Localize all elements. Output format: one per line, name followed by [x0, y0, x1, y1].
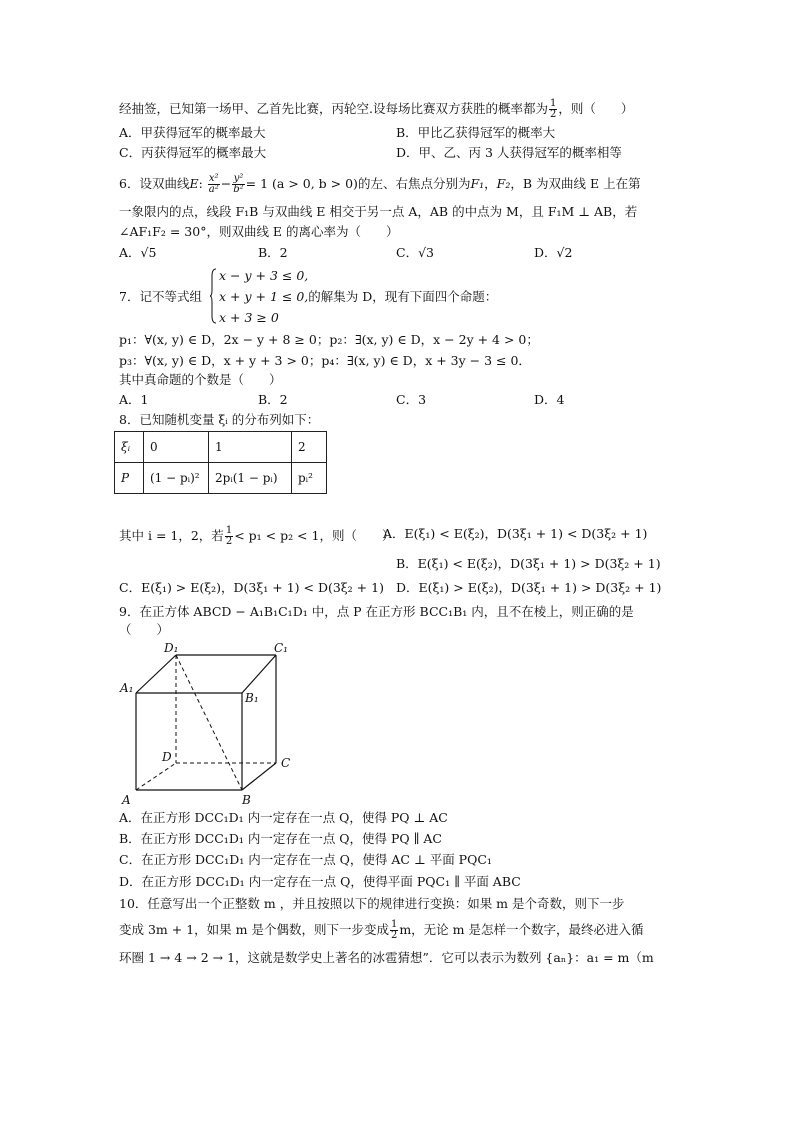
diagonal-d1b-hidden — [176, 655, 242, 790]
q7-option-d: D．4 — [534, 392, 565, 407]
q7-inequality-3: x + 3 ≥ 0 — [219, 310, 279, 325]
table-cell: pᵢ² — [292, 463, 327, 494]
q5-option-b: B．甲比乙获得冠军的概率大 — [396, 125, 556, 140]
q6-stem-line2: 一象限内的点，线段 F₁B 与双曲线 E 相交于另一点 A，AB 的中点为 M，且 F₁M ⊥ AB，若 — [119, 204, 638, 219]
edge-b1c1 — [242, 655, 276, 693]
q7-stem: 7．记不等式组 — [119, 289, 202, 304]
q7-inequality-2-line: x + y + 1 ≤ 0,的解集为 D，现有下面四个命题： — [219, 289, 498, 304]
q8-stem: 8．已知随机变量 ξᵢ 的分布列如下： — [119, 412, 320, 427]
q8-option-a: A．E(ξ₁) < E(ξ₂)，D(3ξ₁ + 1) < D(3ξ₂ + 1) — [383, 526, 648, 541]
table-cell: 1 — [209, 432, 292, 463]
table-row — [115, 432, 327, 463]
table-row — [115, 463, 327, 494]
q7-option-b: B．2 — [258, 392, 288, 407]
q10-line1: 10．任意写出一个正整数 m ，并且按照以下的规律进行变换：如果 m 是个奇数，则下一步 — [119, 896, 625, 911]
table-cell: P — [115, 463, 144, 494]
edge-ad-hidden — [136, 763, 176, 790]
q6-option-b: B．2 — [258, 245, 288, 260]
label-b1: B₁ — [245, 691, 259, 705]
q7-option-a: A．1 — [119, 392, 149, 407]
q10-line2: 变成 3m + 1，如果 m 是个偶数，则下一步变成 $\frac{1}{2}$ m，无论 m 是怎样一个数字，最终必进入循 — [119, 919, 644, 941]
q7-inequality-1: x − y + 3 ≤ 0, — [219, 268, 309, 283]
q7-props-p3-p4: p₃：∀(x, y) ∈ D，x + y + 3 > 0；p₄：∃(x, y) ∈ D，x + 3y − 3 ≤ 0． — [119, 353, 531, 368]
q7-ask: 其中真命题的个数是（ ） — [119, 372, 282, 387]
q5-option-d: D．甲、乙、丙 3 人获得冠军的概率相等 — [396, 145, 622, 160]
q9-option-b: B．在正方形 DCC₁D₁ 内一定存在一点 Q，使得 PQ ∥ AC — [119, 831, 442, 846]
q9-stem: 9．在正方体 ABCD − A₁B₁C₁D₁ 中，点 P 在正方形 BCC₁B₁ 内，且不在棱上，则正确的是 — [119, 604, 634, 619]
q8-option-b: B．E(ξ₁) < E(ξ₂)，D(3ξ₁ + 1) > D(3ξ₂ + 1) — [396, 556, 661, 571]
q7-props-p1-p2: p₁：∀(x, y) ∈ D，2x − y + 8 ≥ 0；p₂：∃(x, y) ∈ D，x − 2y + 4 > 0； — [119, 332, 539, 347]
cube-diagram — [118, 638, 298, 810]
q6-option-c: C．√3 — [396, 245, 434, 260]
table-cell: 2pᵢ(1 − pᵢ) — [209, 463, 292, 494]
q6-option-d: D．√2 — [534, 245, 573, 260]
q9-option-d: D．在正方形 DCC₁D₁ 内一定存在一点 Q，使得平面 PQC₁ ∥ 平面 ABC — [119, 874, 521, 889]
distribution-table — [114, 431, 327, 494]
fraction-half: $\frac{1}{2}$ — [549, 98, 557, 120]
label-b: B — [242, 793, 251, 807]
q8-option-d: D．E(ξ₁) > E(ξ₂)，D(3ξ₁ + 1) > D(3ξ₂ + 1) — [396, 580, 662, 595]
q6-stem-line3: ∠AF₁F₂ = 30°，则双曲线 E 的离心率为（ ） — [119, 224, 399, 239]
edge-bc — [242, 763, 276, 790]
table-cell: ξᵢ — [115, 432, 144, 463]
q9-option-a: A．在正方形 DCC₁D₁ 内一定存在一点 Q，使得 PQ ⊥ AC — [119, 810, 448, 825]
q9-paren: （ ） — [119, 622, 170, 637]
q10-line3: 环圈 1 → 4 → 2 → 1，这就是数学史上著名的冰雹猜想”．它可以表示为数列 {aₙ}：a₁ = m（m — [119, 950, 654, 965]
label-d: D — [162, 750, 172, 764]
q5-option-c: C．丙获得冠军的概率最大 — [119, 145, 267, 160]
left-brace-icon — [210, 268, 216, 324]
table-cell: 2 — [292, 432, 327, 463]
label-a1: A₁ — [120, 681, 134, 695]
table-cell: 0 — [144, 432, 209, 463]
q8-condition: 其中 i = 1，2，若 $\frac{1}{2}$ < p₁ < p₂ < 1，则（ ） — [119, 525, 395, 547]
label-d1: D₁ — [164, 641, 179, 655]
edge-a1d1 — [136, 655, 176, 693]
q9-option-c: C．在正方形 DCC₁D₁ 内一定存在一点 Q，使得 AC ⊥ 平面 PQC₁ — [119, 852, 492, 867]
q8-option-c: C．E(ξ₁) > E(ξ₂)，D(3ξ₁ + 1) < D(3ξ₂ + 1) — [119, 580, 384, 595]
table-cell: (1 − pᵢ)² — [144, 463, 209, 494]
label-c: C — [281, 756, 291, 770]
q6-option-a: A．√5 — [119, 245, 157, 260]
q5-stem: 经抽签，已知第一场甲、乙首先比赛，丙轮空.设每场比赛双方获胜的概率都为 $\frac{1}{2}$ ，则（ ） — [119, 98, 634, 120]
label-c1: C₁ — [274, 641, 288, 655]
label-a: A — [122, 793, 131, 807]
q6-stem-line1: 6．设双曲线E: $\frac{\text{x²}}{\text{a²}}$ − $\frac{\text{y²}}{\text{b²}}$ = 1 (a > 0, b > 0)的左、右焦点分别为F₁，F₂，B 为双曲线 E 上在第 — [119, 173, 641, 195]
q7-option-c: C．3 — [396, 392, 427, 407]
q5-option-a: A．甲获得冠军的概率最大 — [119, 125, 266, 140]
